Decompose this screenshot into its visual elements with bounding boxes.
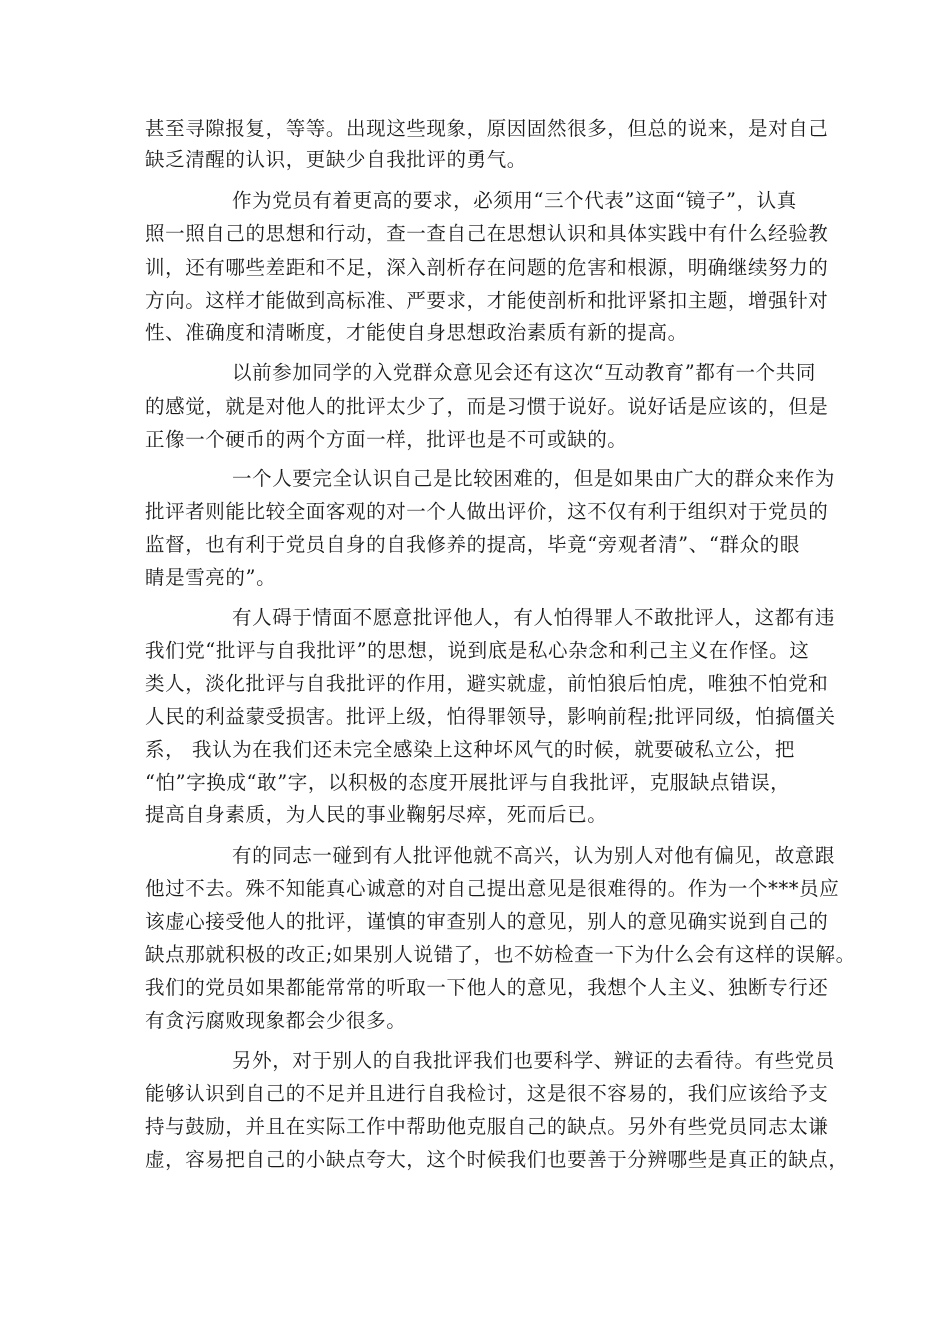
paragraph-first-line: 有的同志一碰到有人批评他就不高兴，认为别人对他有偏见，故意跟: [232, 844, 836, 867]
text-line: 缺点那就积极的改正;如果别人说错了，也不妨检查一下为什么会有这样的误解。: [145, 943, 856, 966]
text-line: 持与鼓励，并且在实际工作中帮助他克服自己的缺点。另外有些党员同志太谦: [145, 1115, 829, 1138]
text-line: 系， 我认为在我们还未完全感染上这种坏风气的时候，就要破私立公，把: [145, 738, 795, 761]
text-line: 正像一个硬币的两个方面一样，批评也是不可或缺的。: [145, 428, 628, 451]
text-line: 能够认识到自己的不足并且进行自我检讨，这是很不容易的，我们应该给予支: [145, 1082, 829, 1105]
text-line: 方向。这样才能做到高标准、严要求，才能使剖析和批评紧扣主题，增强针对: [145, 289, 829, 312]
text-line: “怕”字换成“敢”字，以积极的态度开展批评与自我批评，克服缺点错误，: [145, 771, 791, 794]
text-line: 他过不去。殊不知能真心诚意的对自己提出意见是很难得的。作为一个***员应: [145, 877, 840, 900]
text-line: 甚至寻隙报复，等等。出现这些现象，原因固然很多，但总的说来，是对自己: [145, 117, 829, 140]
text-line: 我们的党员如果都能常常的听取一下他人的意见，我想个人主义、独断专行还: [145, 976, 829, 999]
text-line: 缺乏清醒的认识，更缺少自我批评的勇气。: [145, 148, 527, 171]
paragraph-first-line: 有人碍于情面不愿意批评他人，有人怕得罪人不敢批评人，这都有违: [232, 606, 836, 629]
text-line: 照一照自己的思想和行动，查一查自己在思想认识和具体实践中有什么经验教: [145, 222, 829, 245]
text-line: 性、准确度和清晰度，才能使自身思想政治素质有新的提高。: [145, 321, 688, 344]
paragraph-first-line: 另外，对于别人的自我批评我们也要科学、辨证的去看待。有些党员: [232, 1049, 836, 1072]
text-line: 虚，容易把自己的小缺点夸大，这个时候我们也要善于分辨哪些是真正的缺点，: [145, 1148, 849, 1171]
text-line: 类人，淡化批评与自我批评的作用，避实就虚，前怕狼后怕虎，唯独不怕党和: [145, 672, 829, 695]
text-line: 我们党“批评与自我批评”的思想，说到底是私心杂念和利己主义在作怪。这: [145, 639, 810, 662]
text-line: 有贪污腐败现象都会少很多。: [145, 1009, 407, 1032]
text-line: 人民的利益蒙受损害。批评上级，怕得罪领导，影响前程;批评同级，怕搞僵关: [145, 705, 836, 728]
paragraph-first-line: 一个人要完全认识自己是比较困难的，但是如果由广大的群众来作为: [232, 467, 836, 490]
text-line: 批评者则能比较全面客观的对一个人做出评价，这不仅有利于组织对于党员的: [145, 500, 829, 523]
text-line: 提高自身素质，为人民的事业鞠躬尽瘁，死而后已。: [145, 803, 608, 826]
paragraph-first-line: 以前参加同学的入党群众意见会还有这次“互动教育”都有一个共同: [232, 361, 816, 384]
text-line: 该虚心接受他人的批评，谨慎的审查别人的意见，别人的意见确实说到自己的: [145, 910, 829, 933]
text-line: 的感觉，就是对他人的批评太少了，而是习惯于说好。说好话是应该的，但是: [145, 395, 829, 418]
text-line: 训，还有哪些差距和不足，深入剖析存在问题的危害和根源，明确继续努力的: [145, 256, 829, 279]
paragraph-first-line: 作为党员有着更高的要求，必须用“三个代表”这面“镜子”，认真: [232, 189, 797, 212]
text-line: 睛是雪亮的”。: [145, 566, 277, 589]
text-line: 监督，也有利于党员自身的自我修养的提高，毕竟“旁观者清”、“群众的眼: [145, 533, 800, 556]
